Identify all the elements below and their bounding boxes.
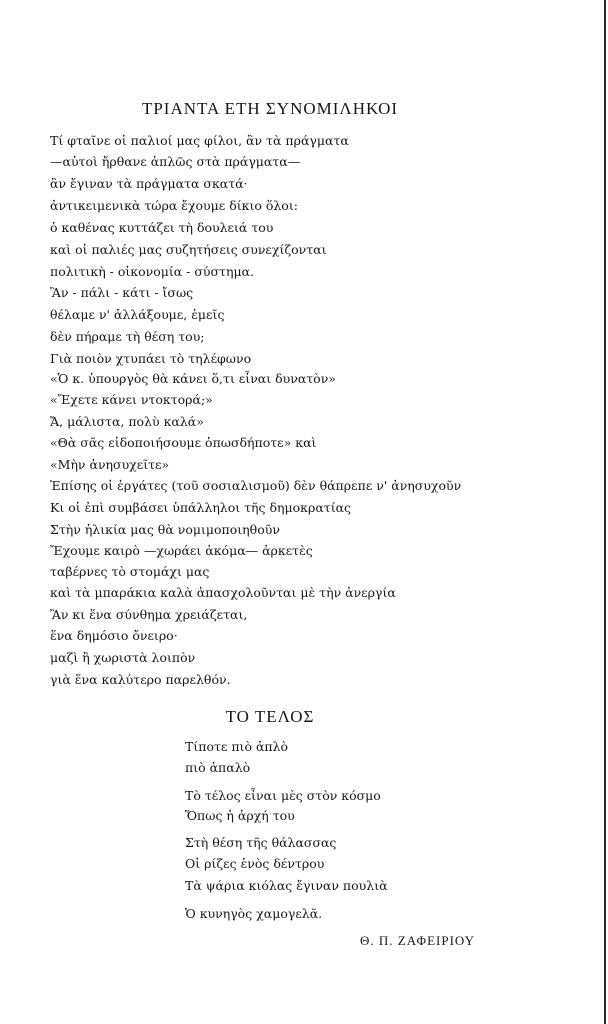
poem-line: Ὁ κυνηγὸς χαμογελᾶ. (185, 906, 323, 921)
poem-line: Ἔχουμε καιρὸ —χωράει ἀκόμα— ἀρκετὲς (50, 543, 313, 558)
poem-line: Κι οἱ ἐπὶ συμβάσει ὑπάλληλοι τῆς δημοκρατίας (50, 500, 352, 515)
poem-line: ἂν ἔγιναν τὰ πράγματα σκατά· (50, 176, 248, 191)
poem-line: πολιτικὴ - οἰκονομία - σύστημα. (50, 264, 254, 279)
poem-line: δὲν πήραμε τὴ θέση του; (50, 329, 205, 344)
poem-title: ΤΡΙΑΝΤΑ ΕΤΗ ΣΥΝΟΜΙΛΗΚΟΙ (141, 99, 399, 118)
poem-line: Ἂν - πάλι - κάτι - ἴσως (50, 285, 194, 300)
poem-line: Τὸ τέλος εἶναι μὲς στὸν κόσμο (185, 788, 381, 803)
poem-line: Τὰ ψάρια κιόλας ἔγιναν πουλιὰ (185, 878, 388, 893)
author-signature: Θ. Π. ΖΑΦΕΙΡΙΟΥ (360, 933, 476, 948)
poem-line: ἀντικειμενικὰ τώρα ἔχουμε δίκιο ὅλοι: (50, 198, 298, 213)
poem-line: καὶ οἱ παλιές μας συζητήσεις συνεχίζονται (50, 242, 327, 257)
page-edge-line (604, 0, 606, 1024)
poem-line: θέλαμε ν' ἀλλάξουμε, ἐμεῖς (50, 307, 225, 322)
poem-line: Στὴν ἡλικία μας θὰ νομιμοποιηθοῦν (50, 522, 280, 537)
poem-line: μαζὶ ἢ χωριστὰ λοιπὸν (50, 650, 196, 665)
poem-line: Γιὰ ποιὸν χτυπάει τὸ τηλέφωνο (50, 351, 252, 366)
poem-line: ἕνα δημόσιο ὄνειρο· (50, 628, 178, 643)
poem-line: καὶ τὰ μπαράκια καλὰ ἀπασχολοῦνται μὲ τὴν ἀνεργία (50, 585, 396, 600)
poem-line: Οἱ ρίζες ἑνὸς δέντρου (185, 856, 325, 871)
poem-line: Ἂν κι ἕνα σύνθημα χρειάζεται, (50, 607, 248, 622)
poem-line: Τίποτε πιὸ ἁπλὸ (185, 739, 289, 754)
poem-line: «Θὰ σᾶς εἰδοποιήσουμε ὁπωσδήποτε» καὶ (50, 435, 317, 450)
poem-line: Στὴ θέση τῆς θάλασσας (185, 835, 337, 850)
poem-line: ὁ καθένας κυττάζει τὴ δουλειά του (50, 220, 274, 235)
poem-line: Ἐπίσης οἱ ἐργάτες (τοῦ σοσιαλισμοῦ) δὲν θάπρεπε ν' ἀνησυχοῦν (50, 478, 462, 493)
poem-line: Ἄ, μάλιστα, πολὺ καλά» (50, 414, 204, 429)
poem-line: «Μὴν ἀνησυχεῖτε» (50, 457, 170, 472)
poem-line: Τί φταῖνε οἱ παλιοί μας φίλοι, ἂν τὰ πράγματα (50, 133, 349, 148)
poem-title: ΤΟ ΤΕΛΟΣ (225, 707, 315, 726)
poem-line: ταβέρνες τὸ στομάχι μας (50, 564, 210, 579)
poem-line: «Ὁ κ. ὑπουργὸς θὰ κάνει ὅ,τι εἶναι δυνατὸν» (50, 371, 336, 386)
poem-line: Ὅπως ἡ ἀρχή του (185, 808, 295, 823)
poem-line: «Ἔχετε κάνει ντοκτορά;» (50, 392, 213, 407)
poem-line: πιὸ ἁπαλὸ (185, 760, 251, 775)
poem-line: —αὐτοὶ ἤρθανε ἁπλῶς στὰ πράγματα— (50, 154, 301, 169)
poem-line: γιὰ ἕνα καλύτερο παρελθόν. (50, 672, 231, 687)
